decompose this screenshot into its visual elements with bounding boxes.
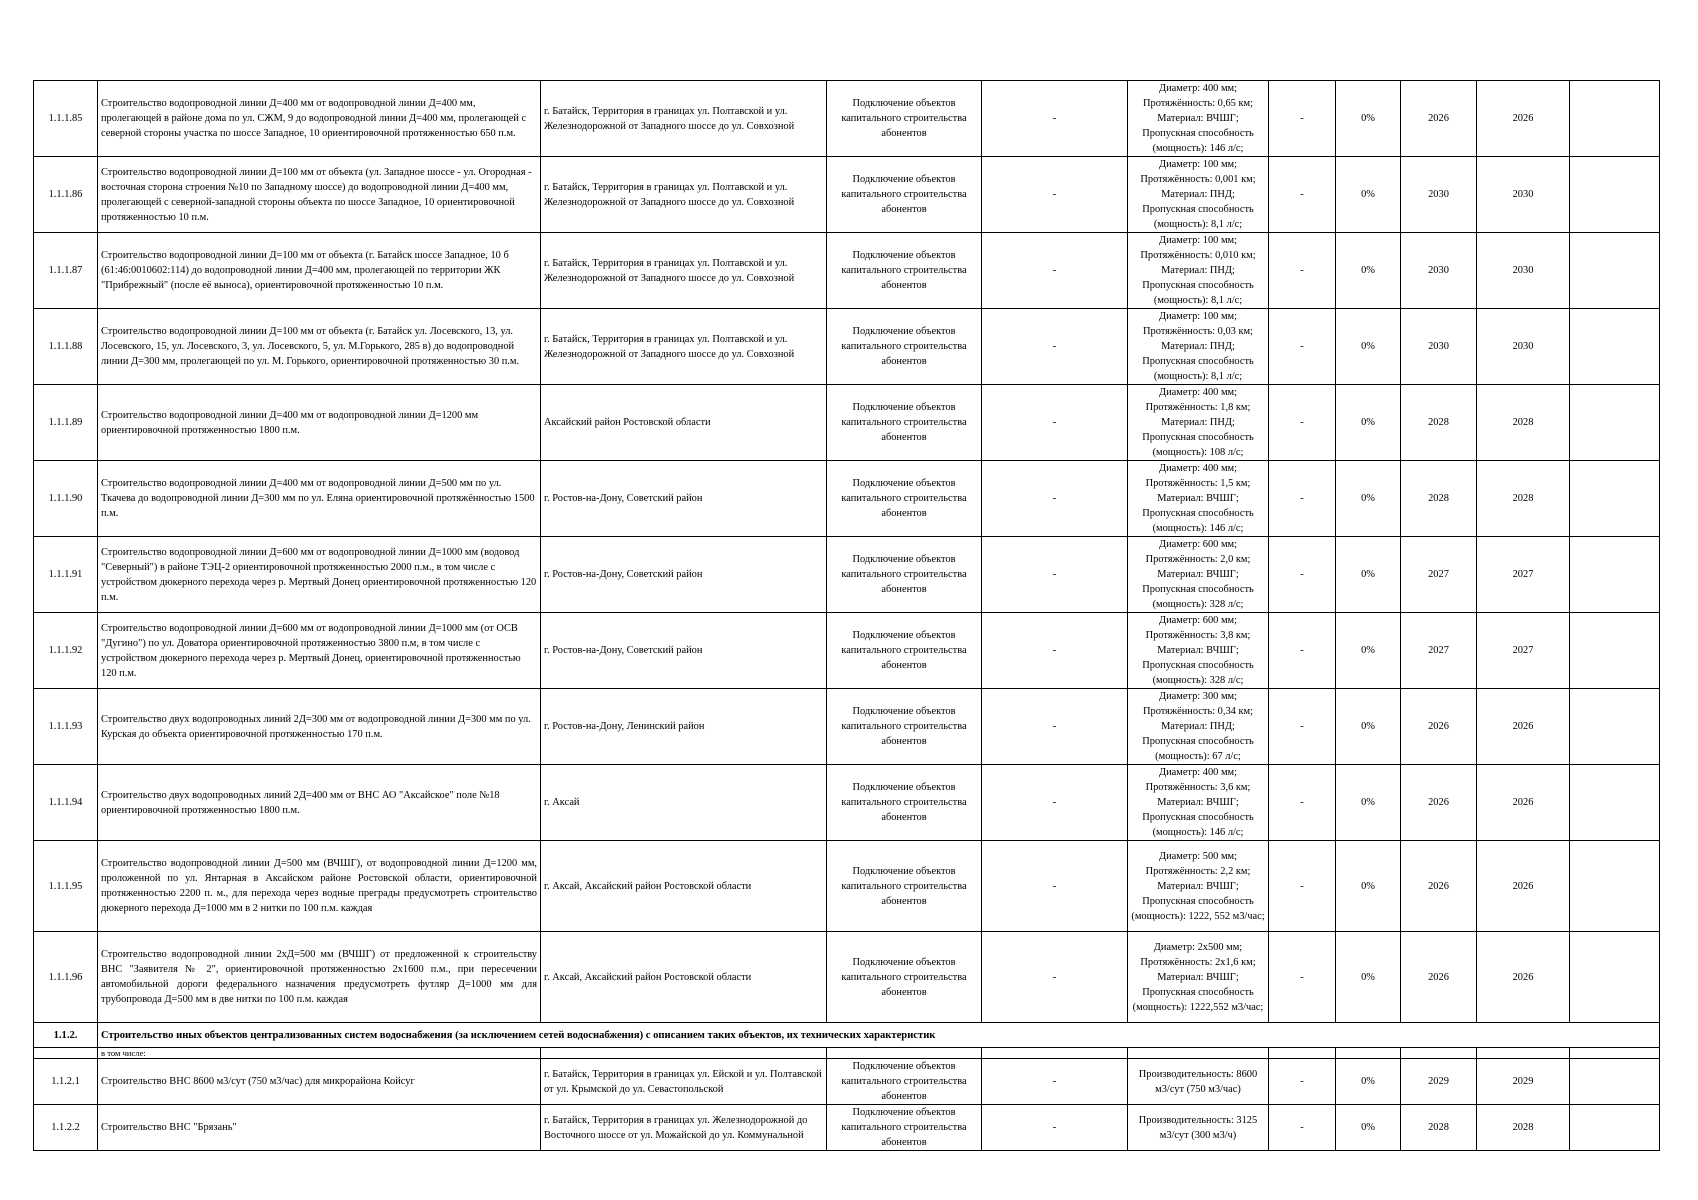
end-year: 2030 — [1477, 157, 1570, 233]
dash-cell: - — [1269, 1059, 1336, 1105]
row-number: 1.1.1.94 — [34, 765, 98, 841]
dash-cell: - — [1269, 385, 1336, 461]
characteristic-line: Протяжённость: 0,010 км; — [1140, 250, 1256, 261]
empty-cell — [1269, 1048, 1336, 1059]
purpose: Подключение объектов капитального строительства абонентов — [827, 689, 982, 765]
characteristic-line: Протяжённость: 0,34 км; — [1143, 706, 1253, 717]
empty-cell — [1570, 461, 1660, 537]
percent-complete: 0% — [1336, 689, 1401, 765]
empty-cell — [1570, 1048, 1660, 1059]
end-year: 2026 — [1477, 932, 1570, 1023]
table-row — [34, 81, 1660, 157]
end-year: 2030 — [1477, 233, 1570, 309]
characteristic-line: Материал: ПНД; — [1161, 265, 1235, 276]
dash-cell: - — [1269, 157, 1336, 233]
empty-cell — [1570, 765, 1660, 841]
percent-complete: 0% — [1336, 309, 1401, 385]
characteristic-line: Диаметр: 600 мм; — [1158, 615, 1238, 626]
characteristic-line: Пропускная способность (мощность): 1222,552 м3/час; — [1132, 986, 1264, 1013]
section-title: Строительство иных объектов централизованных систем водоснабжения (за исключением сетей водоснабжения) с описанием таких объектов, их технических характеристик — [98, 1023, 1660, 1048]
object-name: Строительство водопроводной линии Д=600 мм от водопроводной линии Д=1000 мм (водовод "Северный") в районе ТЭЦ-2 ориентировочной протяженностью 2000 п.м., в том числе с устройством дюкерного перехода через р. Мертвый Донец ориентировочной протяженностью 120 п.м. — [98, 537, 541, 613]
subtitle-row — [34, 1048, 1660, 1059]
object-name: Строительство водопроводной линии Д=500 мм (ВЧШГ), от водопроводной линии Д=1200 мм, проложенной по ул. Янтарная в Аксайском районе Ростовской области, ориентировочной протяженностью 2200 п. м., для перехода через водные преграды предусмотреть строительство дюкерного перехода Д=1000 мм в 2 нитки по 100 п.м. каждая — [98, 841, 541, 932]
characteristic-line: Диаметр: 100 мм; — [1158, 235, 1238, 246]
table-row — [34, 385, 1660, 461]
technical-characteristics — [1128, 1059, 1269, 1105]
object-name: Строительство водопроводной линии Д=100 мм от объекта (г. Батайск ул. Лосевского, 13, ул. Лосевского, 15, ул. Лосевского, 3, ул. Лосевского, 5, ул. М.Горького, 285 в) до водопроводной линии Д=300 мм, пролегающей по ул. М. Горького, ориентировочной протяженностью 30 п.м. — [98, 309, 541, 385]
location: г. Аксай, Аксайский район Ростовской области — [541, 932, 827, 1023]
empty-cell — [982, 1048, 1128, 1059]
object-name: Строительство водопроводной линии Д=600 мм от водопроводной линии Д=1000 мм (от ОСВ "Дугино") по ул. Доватора ориентировочной протяженностью 3800 п.м, в том числе с устройством дюкерного перехода через р. Мертвый Донец, ориентировочной протяженностью 120 п.м. — [98, 613, 541, 689]
row-number: 1.1.1.95 — [34, 841, 98, 932]
dash-cell: - — [1269, 1105, 1336, 1151]
end-year: 2029 — [1477, 1059, 1570, 1105]
end-year: 2026 — [1477, 765, 1570, 841]
row-number: 1.1.1.91 — [34, 537, 98, 613]
percent-complete: 0% — [1336, 233, 1401, 309]
technical-characteristics — [1128, 537, 1269, 613]
section-number: 1.1.2. — [34, 1023, 98, 1048]
object-name: Строительство водопроводной линии Д=400 мм от водопроводной линии Д=500 мм по ул. Ткачева до водопроводной линии Д=300 мм по ул. Еляна ориентировочной протяжённостью 1500 п.м. — [98, 461, 541, 537]
percent-complete: 0% — [1336, 1059, 1401, 1105]
table-row — [34, 932, 1660, 1023]
location: г. Батайск, Территория в границах ул. Ейской и ул. Полтавской от ул. Крымской до ул. Севастопольской — [541, 1059, 827, 1105]
dash-cell: - — [1269, 689, 1336, 765]
table-row — [34, 309, 1660, 385]
dash-cell: - — [1269, 613, 1336, 689]
characteristic-line: Производительность: 3125 м3/сут (300 м3/ч) — [1138, 1114, 1258, 1141]
characteristic-line: Материал: ПНД; — [1161, 189, 1235, 200]
empty-cell — [1570, 81, 1660, 157]
investment-program-table — [33, 80, 1660, 1151]
table-row — [34, 1105, 1660, 1151]
percent-complete: 0% — [1336, 932, 1401, 1023]
purpose: Подключение объектов капитального строительства абонентов — [827, 81, 982, 157]
dash-cell: - — [982, 1105, 1128, 1151]
end-year: 2026 — [1477, 689, 1570, 765]
end-year: 2030 — [1477, 309, 1570, 385]
purpose: Подключение объектов капитального строительства абонентов — [827, 309, 982, 385]
start-year: 2030 — [1401, 157, 1477, 233]
location: г. Ростов-на-Дону, Советский район — [541, 461, 827, 537]
characteristic-line: Протяжённость: 3,8 км; — [1145, 630, 1251, 641]
characteristic-line: Диаметр: 400 мм; — [1158, 83, 1238, 94]
row-number: 1.1.1.87 — [34, 233, 98, 309]
location: г. Ростов-на-Дону, Ленинский район — [541, 689, 827, 765]
characteristic-line: Материал: ПНД; — [1161, 417, 1235, 428]
technical-characteristics — [1128, 932, 1269, 1023]
location: Аксайский район Ростовской области — [541, 385, 827, 461]
characteristic-line: Диаметр: 400 мм; — [1158, 387, 1238, 398]
empty-cell — [1570, 157, 1660, 233]
table-row — [34, 613, 1660, 689]
purpose: Подключение объектов капитального строительства абонентов — [827, 1105, 982, 1151]
start-year: 2029 — [1401, 1059, 1477, 1105]
characteristic-line: Материал: ВЧШГ; — [1157, 880, 1239, 892]
characteristic-line: Протяжённость: 2,0 км; — [1145, 554, 1251, 565]
row-number: 1.1.1.93 — [34, 689, 98, 765]
dash-cell: - — [1269, 309, 1336, 385]
percent-complete: 0% — [1336, 385, 1401, 461]
table-row — [34, 689, 1660, 765]
empty-cell — [1570, 1105, 1660, 1151]
characteristic-line: Материал: ВЧШГ; — [1157, 493, 1239, 504]
technical-characteristics — [1128, 1105, 1269, 1151]
characteristic-line: Материал: ВЧШГ; — [1157, 971, 1239, 983]
section-row — [34, 1023, 1660, 1048]
purpose: Подключение объектов капитального строительства абонентов — [827, 932, 982, 1023]
object-name: Строительство двух водопроводных линий 2Д=300 мм от водопроводной линии Д=300 мм по ул. Курская до объекта ориентировочной протяженностью 170 п.м. — [98, 689, 541, 765]
dash-cell: - — [982, 309, 1128, 385]
purpose: Подключение объектов капитального строительства абонентов — [827, 233, 982, 309]
empty-cell — [1570, 1059, 1660, 1105]
object-name: Строительство ВНС "Брязань" — [98, 1105, 541, 1151]
percent-complete: 0% — [1336, 765, 1401, 841]
characteristic-line: Материал: ВЧШГ; — [1157, 645, 1239, 656]
dash-cell: - — [982, 1059, 1128, 1105]
empty-cell — [541, 1048, 827, 1059]
row-number: 1.1.1.92 — [34, 613, 98, 689]
table-row — [34, 841, 1660, 932]
location: г. Ростов-на-Дону, Советский район — [541, 613, 827, 689]
purpose: Подключение объектов капитального строительства абонентов — [827, 765, 982, 841]
dash-cell: - — [1269, 233, 1336, 309]
end-year: 2028 — [1477, 461, 1570, 537]
technical-characteristics — [1128, 461, 1269, 537]
characteristic-line: Пропускная способность (мощность): 328 л/с; — [1142, 660, 1254, 686]
table-row — [34, 537, 1660, 613]
start-year: 2026 — [1401, 765, 1477, 841]
empty-cell — [1570, 841, 1660, 932]
percent-complete: 0% — [1336, 537, 1401, 613]
characteristic-line: Пропускная способность (мощность): 67 л/с; — [1142, 736, 1254, 762]
characteristic-line: Пропускная способность (мощность): 146 л/с; — [1142, 508, 1254, 534]
start-year: 2030 — [1401, 309, 1477, 385]
percent-complete: 0% — [1336, 461, 1401, 537]
end-year: 2028 — [1477, 1105, 1570, 1151]
dash-cell: - — [1269, 765, 1336, 841]
technical-characteristics — [1128, 233, 1269, 309]
dash-cell: - — [982, 157, 1128, 233]
dash-cell: - — [982, 841, 1128, 932]
characteristic-line: Пропускная способность (мощность): 108 л/с; — [1142, 432, 1254, 458]
table-row — [34, 157, 1660, 233]
characteristic-line: Диаметр: 500 мм; — [1158, 850, 1238, 862]
start-year: 2030 — [1401, 233, 1477, 309]
row-number: 1.1.1.96 — [34, 932, 98, 1023]
technical-characteristics — [1128, 81, 1269, 157]
table-row — [34, 233, 1660, 309]
characteristic-line: Диаметр: 2х500 мм; — [1153, 941, 1243, 953]
end-year: 2026 — [1477, 81, 1570, 157]
start-year: 2027 — [1401, 613, 1477, 689]
characteristic-line: Пропускная способность (мощность): 8,1 л/с; — [1142, 356, 1254, 382]
technical-characteristics — [1128, 841, 1269, 932]
dash-cell: - — [982, 932, 1128, 1023]
characteristic-line: Пропускная способность (мощность): 8,1 л/с; — [1142, 204, 1254, 230]
table-row — [34, 765, 1660, 841]
characteristic-line: Диаметр: 400 мм; — [1158, 767, 1238, 778]
characteristic-line: Пропускная способность (мощность): 146 л/с; — [1142, 812, 1254, 838]
location: г. Аксай — [541, 765, 827, 841]
dash-cell: - — [982, 461, 1128, 537]
technical-characteristics — [1128, 385, 1269, 461]
dash-cell: - — [1269, 461, 1336, 537]
table-body — [34, 81, 1660, 1151]
empty-cell — [1570, 309, 1660, 385]
start-year: 2028 — [1401, 1105, 1477, 1151]
location: г. Батайск, Территория в границах ул. Полтавской и ул. Железнодорожной от Западного шоссе до ул. Совхозной — [541, 157, 827, 233]
empty-cell — [1570, 689, 1660, 765]
empty-cell — [1401, 1048, 1477, 1059]
object-name: Строительство водопроводной линии 2хД=500 мм (ВЧШГ) от предложенной к строительству ВНС "Заявителя № 2", ориентировочной протяженностью 2х1600 п.м., при пересечении автомобильной дороги федерального назначения предусмотреть футляр Д=1000 мм для трубопровода Д=500 мм в две нитки по 100 п.м. каждая — [98, 932, 541, 1023]
dash-cell: - — [982, 81, 1128, 157]
end-year: 2026 — [1477, 841, 1570, 932]
object-name: Строительство ВНС 8600 м3/сут (750 м3/час) для микрорайона Койсуг — [98, 1059, 541, 1105]
location: г. Батайск, Территория в границах ул. Железнодорожной до Восточного шоссе от ул. Можайской до ул. Коммунальной — [541, 1105, 827, 1151]
purpose: Подключение объектов капитального строительства абонентов — [827, 841, 982, 932]
location: г. Аксай, Аксайский район Ростовской области — [541, 841, 827, 932]
row-number: 1.1.1.89 — [34, 385, 98, 461]
purpose: Подключение объектов капитального строительства абонентов — [827, 1059, 982, 1105]
start-year: 2026 — [1401, 689, 1477, 765]
characteristic-line: Протяжённость: 1,8 км; — [1145, 402, 1251, 413]
technical-characteristics — [1128, 613, 1269, 689]
empty-cell — [34, 1048, 98, 1059]
characteristic-line: Пропускная способность (мощность): 8,1 л/с; — [1142, 280, 1254, 306]
characteristic-line: Протяжённость: 1,5 км; — [1145, 478, 1251, 489]
characteristic-line: Диаметр: 400 мм; — [1158, 463, 1238, 474]
start-year: 2026 — [1401, 81, 1477, 157]
end-year: 2027 — [1477, 537, 1570, 613]
row-number: 1.1.2.2 — [34, 1105, 98, 1151]
subtitle-label: в том числе: — [98, 1048, 541, 1059]
characteristic-line: Производительность: 8600 м3/сут (750 м3/час) — [1138, 1068, 1258, 1095]
empty-cell — [1570, 613, 1660, 689]
purpose: Подключение объектов капитального строительства абонентов — [827, 461, 982, 537]
characteristic-line: Пропускная способность (мощность): 146 л/с; — [1142, 128, 1254, 154]
dash-cell: - — [1269, 841, 1336, 932]
percent-complete: 0% — [1336, 613, 1401, 689]
object-name: Строительство водопроводной линии Д=100 мм от объекта (ул. Западное шоссе - ул. Огородная - восточная сторона строения №10 по Западному шоссе) до водопроводной линии Д=400 мм, пролегающей с северной-западной стороны объекта по шоссе Западное, 10 ориентировочной протяженностью 10 п.м. — [98, 157, 541, 233]
empty-cell — [1570, 385, 1660, 461]
row-number: 1.1.1.90 — [34, 461, 98, 537]
dash-cell: - — [982, 537, 1128, 613]
characteristic-line: Материал: ПНД; — [1161, 721, 1235, 732]
dash-cell: - — [982, 765, 1128, 841]
characteristic-line: Протяжённость: 2х1,6 км; — [1140, 956, 1256, 968]
purpose: Подключение объектов капитального строительства абонентов — [827, 537, 982, 613]
empty-cell — [1477, 1048, 1570, 1059]
start-year: 2028 — [1401, 385, 1477, 461]
percent-complete: 0% — [1336, 157, 1401, 233]
characteristic-line: Протяжённость: 0,65 км; — [1143, 98, 1253, 109]
technical-characteristics — [1128, 689, 1269, 765]
characteristic-line: Диаметр: 600 мм; — [1158, 539, 1238, 550]
start-year: 2028 — [1401, 461, 1477, 537]
characteristic-line: Диаметр: 100 мм; — [1158, 159, 1238, 170]
dash-cell: - — [1269, 932, 1336, 1023]
characteristic-line: Пропускная способность (мощность): 1222, 552 м3/час; — [1131, 895, 1265, 922]
location: г. Батайск, Территория в границах ул. Полтавской и ул. Железнодорожной от Западного шоссе до ул. Совхозной — [541, 309, 827, 385]
percent-complete: 0% — [1336, 81, 1401, 157]
dash-cell: - — [982, 613, 1128, 689]
percent-complete: 0% — [1336, 1105, 1401, 1151]
dash-cell: - — [982, 233, 1128, 309]
empty-cell — [1570, 233, 1660, 309]
dash-cell: - — [982, 689, 1128, 765]
end-year: 2027 — [1477, 613, 1570, 689]
purpose: Подключение объектов капитального строительства абонентов — [827, 157, 982, 233]
characteristic-line: Протяжённость: 3,6 км; — [1145, 782, 1251, 793]
dash-cell: - — [1269, 81, 1336, 157]
characteristic-line: Протяжённость: 0,03 км; — [1143, 326, 1253, 337]
technical-characteristics — [1128, 309, 1269, 385]
location: г. Ростов-на-Дону, Советский район — [541, 537, 827, 613]
start-year: 2026 — [1401, 932, 1477, 1023]
start-year: 2027 — [1401, 537, 1477, 613]
characteristic-line: Материал: ВЧШГ; — [1157, 797, 1239, 808]
purpose: Подключение объектов капитального строительства абонентов — [827, 385, 982, 461]
row-number: 1.1.1.88 — [34, 309, 98, 385]
purpose: Подключение объектов капитального строительства абонентов — [827, 613, 982, 689]
characteristic-line: Материал: ВЧШГ; — [1157, 113, 1239, 124]
technical-characteristics — [1128, 157, 1269, 233]
characteristic-line: Протяжённость: 0,001 км; — [1140, 174, 1256, 185]
dash-cell: - — [1269, 537, 1336, 613]
object-name: Строительство водопроводной линии Д=100 мм от объекта (г. Батайск шоссе Западное, 10 б (61:46:0010602:114) до водопроводной линии Д=400 мм, пролегающей по территории ЖК "Прибрежный" (после её выноса), ориентировочной протяженностью 10 п.м. — [98, 233, 541, 309]
start-year: 2026 — [1401, 841, 1477, 932]
row-number: 1.1.2.1 — [34, 1059, 98, 1105]
empty-cell — [1336, 1048, 1401, 1059]
table-row — [34, 1059, 1660, 1105]
row-number: 1.1.1.85 — [34, 81, 98, 157]
characteristic-line: Протяжённость: 2,2 км; — [1145, 865, 1251, 877]
location: г. Батайск, Территория в границах ул. Полтавской и ул. Железнодорожной от Западного шоссе до ул. Совхозной — [541, 81, 827, 157]
location: г. Батайск, Территория в границах ул. Полтавской и ул. Железнодорожной от Западного шоссе до ул. Совхозной — [541, 233, 827, 309]
empty-cell — [1128, 1048, 1269, 1059]
empty-cell — [827, 1048, 982, 1059]
technical-characteristics — [1128, 765, 1269, 841]
object-name: Строительство водопроводной линии Д=400 мм от водопроводной линии Д=1200 мм ориентировочной протяженностью 1800 п.м. — [98, 385, 541, 461]
table-row — [34, 461, 1660, 537]
row-number: 1.1.1.86 — [34, 157, 98, 233]
object-name: Строительство водопроводной линии Д=400 мм от водопроводной линии Д=400 мм, пролегающей в районе дома по ул. СЖМ, 9 до водопроводной линии Д=400 мм, пролегающей с северной стороны участка по шоссе Западное, 10 ориентировочной протяженностью 650 п.м. — [98, 81, 541, 157]
empty-cell — [1570, 537, 1660, 613]
dash-cell: - — [982, 385, 1128, 461]
characteristic-line: Материал: ПНД; — [1161, 341, 1235, 352]
program-table-sheet — [33, 80, 1659, 1151]
end-year: 2028 — [1477, 385, 1570, 461]
characteristic-line: Диаметр: 100 мм; — [1158, 311, 1238, 322]
empty-cell — [1570, 932, 1660, 1023]
characteristic-line: Материал: ВЧШГ; — [1157, 569, 1239, 580]
object-name: Строительство двух водопроводных линий 2Д=400 мм от ВНС АО "Аксайское" поле №18 ориентировочной протяженностью 1800 п.м. — [98, 765, 541, 841]
percent-complete: 0% — [1336, 841, 1401, 932]
characteristic-line: Пропускная способность (мощность): 328 л/с; — [1142, 584, 1254, 610]
characteristic-line: Диаметр: 300 мм; — [1158, 691, 1238, 702]
